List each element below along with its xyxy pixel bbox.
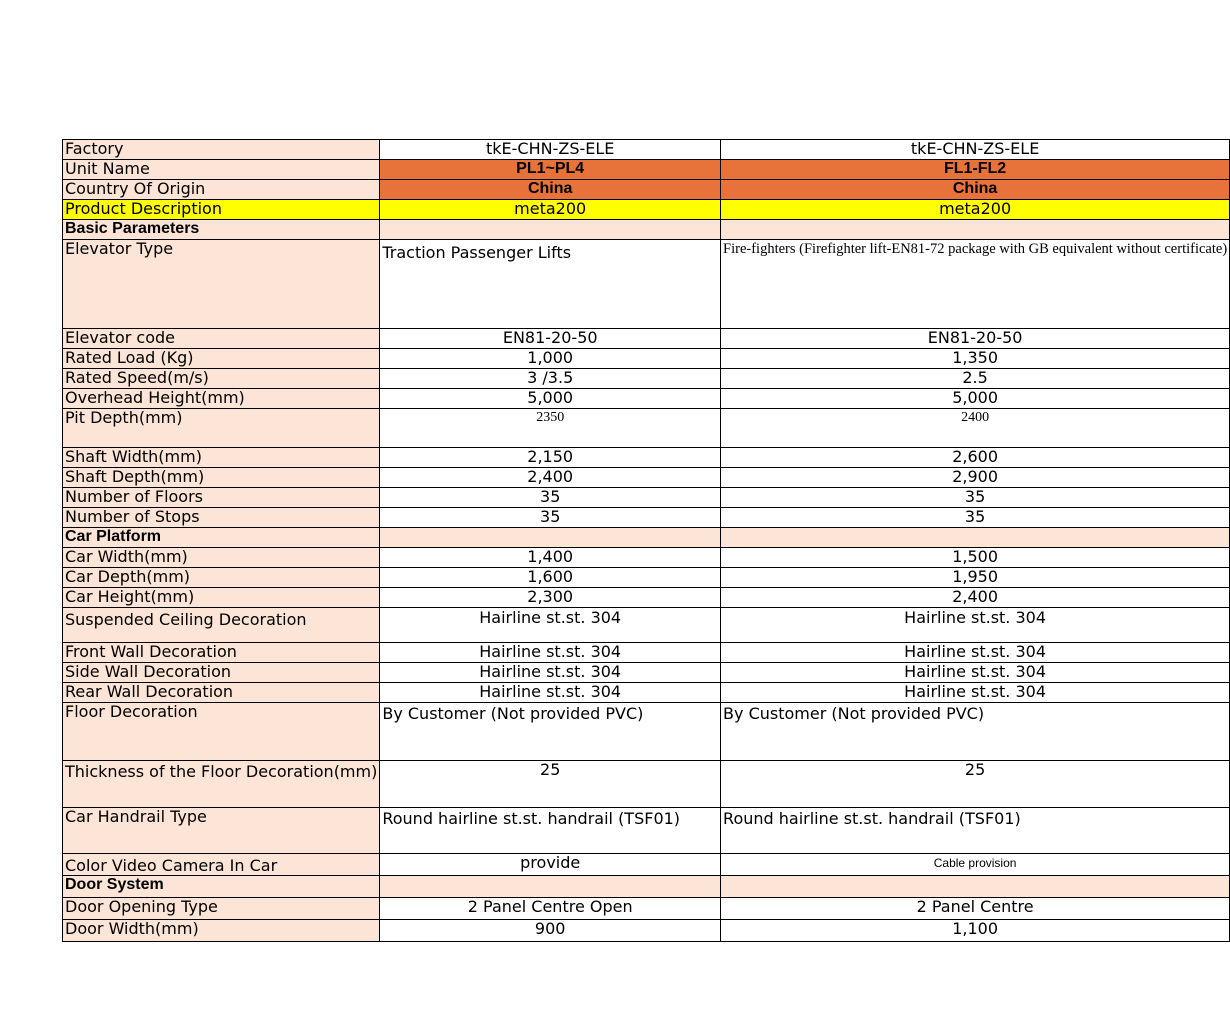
row-label: Shaft Depth(mm) bbox=[63, 468, 380, 488]
value-cell bbox=[721, 876, 1230, 898]
value-cell: Hairline st.st. 304 bbox=[721, 608, 1230, 643]
value-cell bbox=[721, 528, 1230, 548]
value-cell: China bbox=[380, 180, 721, 200]
value-cell: 5,000 bbox=[380, 389, 721, 409]
table-row bbox=[63, 683, 1230, 703]
value-cell: 1,600 bbox=[380, 568, 721, 588]
value-cell: 35 bbox=[380, 488, 721, 508]
value-cell: 2,900 bbox=[721, 468, 1230, 488]
section-heading: Car Platform bbox=[63, 528, 380, 548]
value-cell: Hairline st.st. 304 bbox=[721, 683, 1230, 703]
value-cell: 5,000 bbox=[721, 389, 1230, 409]
row-label: Number of Floors bbox=[63, 488, 380, 508]
table-row bbox=[63, 180, 1230, 200]
table-row bbox=[63, 448, 1230, 468]
value-cell: Hairline st.st. 304 bbox=[380, 683, 721, 703]
value-cell: FL1-FL2 bbox=[721, 160, 1230, 180]
value-cell: 25 bbox=[721, 761, 1230, 808]
row-label: Door Opening Type bbox=[63, 898, 380, 920]
table-row bbox=[63, 240, 1230, 329]
value-cell: Cable provision bbox=[721, 854, 1230, 876]
value-cell: 2350 bbox=[380, 409, 721, 448]
table-row bbox=[63, 468, 1230, 488]
table-row bbox=[63, 663, 1230, 683]
value-cell: By Customer (Not provided PVC) bbox=[721, 703, 1230, 761]
value-cell: meta200 bbox=[721, 200, 1230, 220]
section-row bbox=[63, 220, 1230, 240]
table-row bbox=[63, 920, 1230, 942]
row-label: Unit Name bbox=[63, 160, 380, 180]
handrail-text: Round hairline st.st. handrail (TSF01) bbox=[723, 809, 1021, 828]
value-cell: Fire-fighters (Firefighter lift-EN81-72 package with GB equivalent without certificate) bbox=[721, 240, 1230, 329]
row-label: Elevator code bbox=[63, 329, 380, 349]
row-label: Thickness of the Floor Decoration(mm) bbox=[63, 761, 380, 808]
value-cell: 1,350 bbox=[721, 349, 1230, 369]
value-cell: EN81-20-50 bbox=[721, 329, 1230, 349]
row-label: Car Depth(mm) bbox=[63, 568, 380, 588]
row-label: Pit Depth(mm) bbox=[63, 409, 380, 448]
row-label-text: Suspended Ceiling Decoration bbox=[65, 610, 307, 629]
table-row bbox=[63, 643, 1230, 663]
value-cell: 2,600 bbox=[721, 448, 1230, 468]
row-label bbox=[63, 608, 380, 643]
table-row bbox=[63, 369, 1230, 389]
value-cell: 2.5 bbox=[721, 369, 1230, 389]
value-cell: 35 bbox=[721, 488, 1230, 508]
value-cell bbox=[380, 528, 721, 548]
value-cell: EN81-20-50 bbox=[380, 329, 721, 349]
row-label: Rated Load (Kg) bbox=[63, 349, 380, 369]
row-label: Number of Stops bbox=[63, 508, 380, 528]
value-cell: 3 /3.5 bbox=[380, 369, 721, 389]
value-cell bbox=[380, 808, 721, 854]
table-row bbox=[63, 349, 1230, 369]
value-cell: tkE-CHN-ZS-ELE bbox=[380, 140, 721, 160]
value-cell: 900 bbox=[380, 920, 721, 942]
row-label: Floor Decoration bbox=[63, 703, 380, 761]
value-cell: Hairline st.st. 304 bbox=[721, 643, 1230, 663]
value-cell: 2,400 bbox=[380, 468, 721, 488]
value-cell: Hairline st.st. 304 bbox=[380, 643, 721, 663]
table-row bbox=[63, 703, 1230, 761]
row-label: Overhead Height(mm) bbox=[63, 389, 380, 409]
value-cell: PL1~PL4 bbox=[380, 160, 721, 180]
row-label: Country Of Origin bbox=[63, 180, 380, 200]
value-cell: 35 bbox=[380, 508, 721, 528]
value-cell: Hairline st.st. 304 bbox=[380, 608, 721, 643]
value-cell: Hairline st.st. 304 bbox=[380, 663, 721, 683]
value-cell: 1,500 bbox=[721, 548, 1230, 568]
value-cell: 1,950 bbox=[721, 568, 1230, 588]
row-label: Rear Wall Decoration bbox=[63, 683, 380, 703]
handrail-text: Round hairline st.st. handrail (TSF01) bbox=[382, 809, 681, 828]
table-row bbox=[63, 409, 1230, 448]
section-row bbox=[63, 876, 1230, 898]
table-row bbox=[63, 160, 1230, 180]
row-label: Door Width(mm) bbox=[63, 920, 380, 942]
value-cell bbox=[380, 220, 721, 240]
table-row bbox=[63, 200, 1230, 220]
table-row bbox=[63, 808, 1230, 854]
value-cell: Traction Passenger Lifts bbox=[380, 240, 721, 329]
value-cell: 2400 bbox=[721, 409, 1230, 448]
section-heading: Basic Parameters bbox=[63, 220, 380, 240]
table-row bbox=[63, 329, 1230, 349]
table-row bbox=[63, 568, 1230, 588]
value-cell: meta200 bbox=[380, 200, 721, 220]
section-row bbox=[63, 528, 1230, 548]
value-cell: 2,400 bbox=[721, 588, 1230, 608]
value-cell bbox=[721, 220, 1230, 240]
row-label: Shaft Width(mm) bbox=[63, 448, 380, 468]
table-row bbox=[63, 588, 1230, 608]
value-cell: 2,300 bbox=[380, 588, 721, 608]
value-cell bbox=[721, 808, 1230, 854]
row-label: Product Description bbox=[63, 200, 380, 220]
value-cell: 1,400 bbox=[380, 548, 721, 568]
row-label: Elevator Type bbox=[63, 240, 380, 329]
value-cell: Hairline st.st. 304 bbox=[721, 663, 1230, 683]
table-row bbox=[63, 389, 1230, 409]
section-heading: Door System bbox=[63, 876, 380, 898]
value-cell: China bbox=[721, 180, 1230, 200]
value-cell bbox=[380, 876, 721, 898]
row-label: Factory bbox=[63, 140, 380, 160]
row-label: Rated Speed(m/s) bbox=[63, 369, 380, 389]
value-cell: 2,150 bbox=[380, 448, 721, 468]
table-row bbox=[63, 898, 1230, 920]
spec-table bbox=[62, 139, 1230, 942]
value-cell: 35 bbox=[721, 508, 1230, 528]
value-cell: By Customer (Not provided PVC) bbox=[380, 703, 721, 761]
value-cell: 1,100 bbox=[721, 920, 1230, 942]
row-label: Side Wall Decoration bbox=[63, 663, 380, 683]
table-row bbox=[63, 854, 1230, 876]
row-label: Color Video Camera In Car bbox=[63, 854, 380, 876]
value-cell: 2 Panel Centre Open bbox=[380, 898, 721, 920]
table-row bbox=[63, 508, 1230, 528]
row-label: Car Handrail Type bbox=[63, 808, 380, 854]
table-row bbox=[63, 548, 1230, 568]
value-cell: provide bbox=[380, 854, 721, 876]
table-row bbox=[63, 761, 1230, 808]
value-cell: tkE-CHN-ZS-ELE bbox=[721, 140, 1230, 160]
table-row bbox=[63, 488, 1230, 508]
row-label: Car Height(mm) bbox=[63, 588, 380, 608]
table-row bbox=[63, 608, 1230, 643]
value-cell: 1,000 bbox=[380, 349, 721, 369]
value-cell: 2 Panel Centre bbox=[721, 898, 1230, 920]
value-cell: 25 bbox=[380, 761, 721, 808]
row-label: Front Wall Decoration bbox=[63, 643, 380, 663]
table-row bbox=[63, 140, 1230, 160]
row-label: Car Width(mm) bbox=[63, 548, 380, 568]
